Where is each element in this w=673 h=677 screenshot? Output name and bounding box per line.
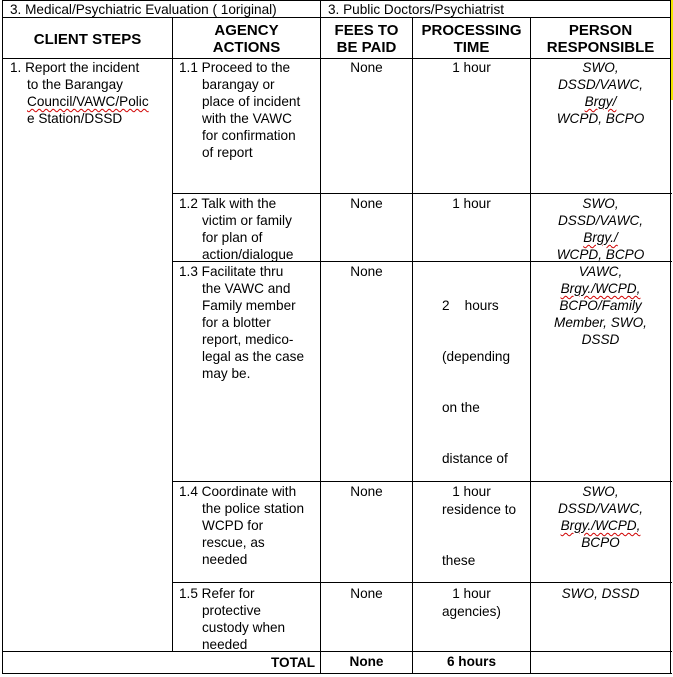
person-line: VAWC, [578, 264, 623, 279]
rule-under-row-3 [172, 481, 672, 482]
agency-action-1-4 [179, 483, 304, 568]
person-line: SWO, [582, 60, 619, 75]
person-1-4 [531, 483, 670, 551]
action-line: custody when [202, 620, 286, 635]
person-1-2 [531, 195, 670, 263]
requirement-right: 3. Public Doctors/Psychiatrist [328, 2, 505, 17]
agency-action-1-1 [179, 59, 300, 161]
person-line: Member, SWO, [554, 315, 647, 330]
total-label: TOTAL [270, 655, 315, 670]
person-line: SWO, [582, 484, 619, 499]
action-line: needed [202, 637, 248, 652]
person-line: DSSD [581, 332, 620, 347]
action-line: for confirmation [202, 128, 296, 143]
person-1-5 [531, 585, 670, 602]
person-line [531, 93, 670, 110]
time-1-5: 1 hour [452, 586, 491, 601]
person-1-1 [531, 59, 670, 127]
time-1-4: 1 hour [452, 484, 491, 499]
person-line [531, 229, 670, 246]
person-line: BCPO [581, 535, 620, 550]
rule-left [2, 0, 3, 674]
agency-action-1-2 [179, 195, 293, 263]
header-fees-line-2: BE PAID [336, 39, 397, 56]
person-line: DSSD/VAWC, [557, 213, 644, 228]
header-agency-line-1: AGENCY [214, 22, 279, 39]
person-line: DSSD/VAWC, [557, 501, 644, 516]
time-1-2: 1 hour [452, 196, 491, 211]
action-line: needed [202, 552, 248, 567]
action-line: barangay or [202, 77, 275, 92]
fee-1-2: None [350, 196, 383, 211]
time-line: on the [442, 400, 480, 415]
header-client-steps: CLIENT STEPS [33, 31, 142, 48]
client-step [10, 59, 149, 127]
action-line: Family member [202, 298, 296, 313]
action-line: the police station [202, 501, 305, 516]
fee-1-1: None [350, 60, 383, 75]
action-line: 1.3 Facilitate thru [179, 264, 284, 279]
time-line: agencies) [442, 604, 501, 619]
agency-action-1-3 [179, 263, 304, 382]
action-line: may be. [202, 366, 251, 381]
action-line: protective [202, 603, 261, 618]
rule-bottom [2, 673, 672, 674]
header-person-line-2: RESPONSIBLE [546, 39, 655, 56]
person-line-text: Brgy./ [583, 230, 618, 245]
action-line: action/dialogue [202, 247, 294, 262]
client-step-line: e Station/DSSD [27, 111, 123, 126]
header-person-responsible [531, 22, 670, 56]
action-line: legal as the case [202, 349, 305, 364]
fee-1-3: None [350, 264, 383, 279]
rule-client-agency [172, 17, 173, 652]
action-line: the VAWC and [202, 281, 291, 296]
action-line: with the VAWC [202, 111, 292, 126]
header-agency-actions [173, 22, 320, 56]
time-line: 2 hours [442, 298, 499, 313]
action-line: report, medico- [202, 332, 294, 347]
header-time-line-2: TIME [453, 39, 490, 56]
total-fee: None [349, 654, 384, 669]
action-line: 1.5 Refer for [179, 586, 255, 601]
time-line: distance of [442, 451, 508, 466]
rule-under-row-1 [172, 193, 672, 194]
person-line: SWO, DSSD [561, 586, 640, 601]
person-line: BCPO/Family [559, 298, 642, 313]
rule-under-row-4 [172, 582, 672, 583]
header-person-line-1: PERSON [568, 22, 633, 39]
action-line: rescue, as [202, 535, 265, 550]
person-line-text: Brgy/ [584, 94, 617, 109]
rule-right [670, 0, 671, 674]
header-fees [321, 22, 412, 56]
rule-fees-time [412, 17, 413, 674]
time-line: (depending [442, 349, 511, 364]
person-line-text: Brgy./WCPD, [560, 281, 641, 296]
action-line: victim or family [202, 213, 292, 228]
total-time: 6 hours [446, 654, 497, 669]
time-line: residence to [442, 502, 517, 517]
action-line: 1.1 Proceed to the [179, 60, 291, 75]
person-line-text: Brgy./WCPD, [560, 518, 641, 533]
rule-agency-fees [320, 17, 321, 674]
client-step-line: 1. Report the incident [10, 60, 140, 75]
time-1-1: 1 hour [452, 60, 491, 75]
person-line: DSSD/VAWC, [557, 77, 644, 92]
rule-split-requirements [320, 0, 321, 18]
person-line [531, 280, 670, 297]
person-1-3 [531, 263, 670, 348]
header-processing-time [413, 22, 530, 56]
action-line: of report [202, 145, 253, 160]
action-line: 1.4 Coordinate with [179, 484, 297, 499]
time-line: these [442, 553, 476, 568]
rule-above-total [2, 651, 672, 652]
action-line: 1.2 Talk with the [179, 196, 277, 211]
action-line: WCPD for [202, 518, 264, 533]
person-line: WCPD, BCPO [556, 111, 645, 126]
fee-1-4: None [350, 484, 383, 499]
client-step-line: to the Barangay [27, 77, 123, 92]
header-fees-line-1: FEES TO [334, 22, 399, 39]
action-line: place of incident [202, 94, 301, 109]
client-step-line [10, 93, 149, 110]
person-line [531, 517, 670, 534]
action-line: for plan of [202, 230, 263, 245]
action-line: for a blotter [202, 315, 271, 330]
requirement-left: 3. Medical/Psychiatric Evaluation ( 1original) [10, 2, 277, 17]
client-step-line-text: Council/VAWC/Polic [27, 94, 149, 109]
header-time-line-1: PROCESSING [421, 22, 522, 39]
person-line: WCPD, BCPO [556, 247, 645, 262]
header-agency-line-2: ACTIONS [212, 39, 281, 56]
person-line: SWO, [582, 196, 619, 211]
agency-action-1-5 [179, 585, 285, 653]
fee-1-5: None [350, 586, 383, 601]
